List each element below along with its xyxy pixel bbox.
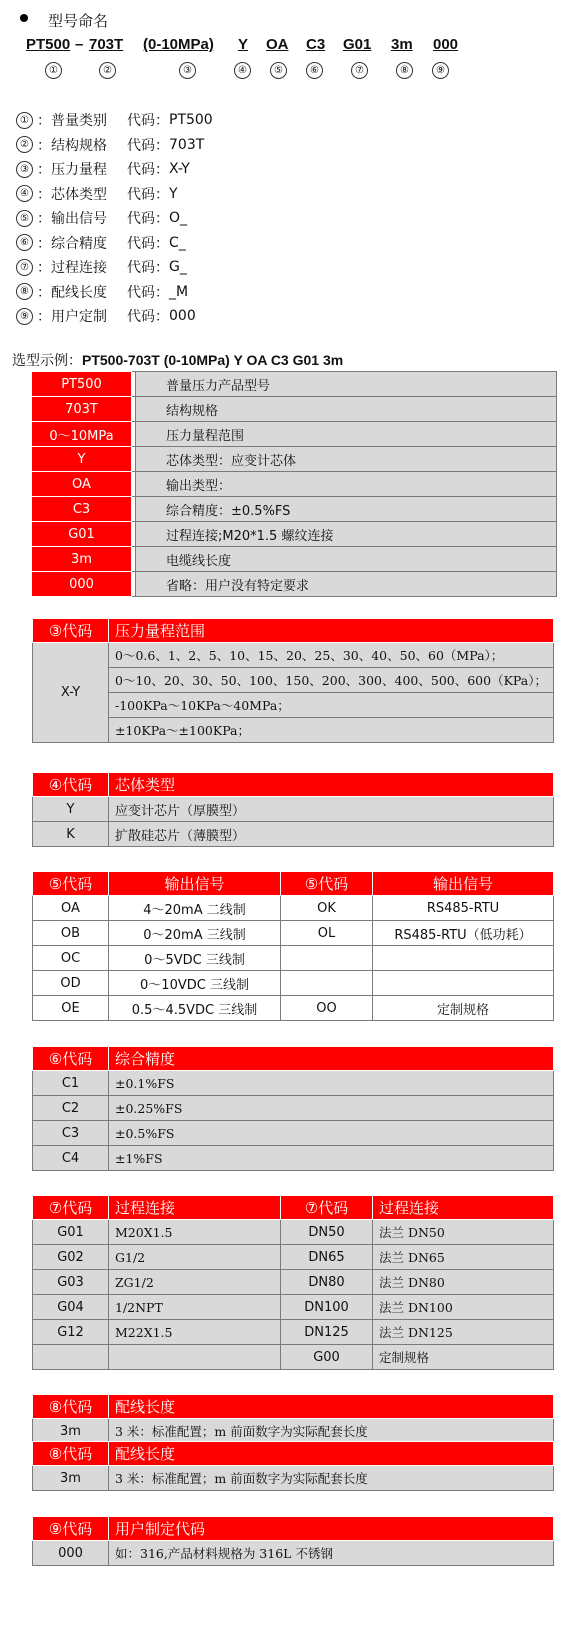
table-row: [33, 822, 554, 847]
legend-code: C_: [169, 234, 186, 251]
legend-number: ③: [16, 161, 33, 178]
legend-sep: ：: [37, 260, 51, 277]
table-header: [33, 1395, 554, 1419]
example-code: PT500: [32, 372, 132, 397]
example-desc: 压力量程范围: [136, 422, 557, 447]
legend-number: ⑨: [16, 308, 33, 325]
header-title: 芯体类型: [109, 773, 554, 797]
connection-desc: 法兰 DN100: [373, 1295, 554, 1320]
example-title: [12, 350, 343, 370]
output-desc: 定制规格: [373, 996, 554, 1021]
cable-code: 3m: [33, 1466, 109, 1491]
header-title: 配线长度: [109, 1395, 554, 1419]
table-row: [33, 693, 554, 718]
legend-row: [16, 280, 316, 305]
accuracy-desc: ±0.1%FS: [109, 1071, 554, 1096]
legend-row: [16, 206, 316, 231]
header-title: 输出信号: [109, 872, 281, 896]
output-desc: 0～5VDC 三线制: [109, 946, 281, 971]
legend-row: [16, 231, 316, 256]
output-code: OC: [33, 946, 109, 971]
bullet-icon: [20, 14, 28, 22]
number-marker: ①: [45, 62, 62, 79]
output-desc: 0～20mA 三线制: [109, 921, 281, 946]
header-title: 输出信号: [373, 872, 554, 896]
model-seg-core: Y: [238, 36, 249, 53]
number-marker: ②: [99, 62, 116, 79]
table-row: [33, 996, 554, 1021]
custom-code: 000: [33, 1541, 109, 1566]
output-code: OA: [33, 896, 109, 921]
example-code: G01: [32, 522, 132, 547]
connection-code: G00: [281, 1345, 373, 1370]
output-code: [281, 971, 373, 996]
core-code: K: [33, 822, 109, 847]
table-header: [33, 1517, 554, 1541]
example-code: 703T: [32, 397, 132, 422]
legend-code: X-Y: [169, 161, 190, 178]
accuracy-code: C4: [33, 1146, 109, 1171]
example-code: OA: [32, 472, 132, 497]
connection-table: [32, 1195, 554, 1370]
number-marker: ④: [234, 62, 251, 79]
legend-number: ⑧: [16, 283, 33, 300]
range-value: 0～10、20、30、50、100、150、200、300、400、500、600（KPa）；: [109, 668, 554, 693]
table-row: [33, 921, 554, 946]
table-header: [33, 619, 554, 643]
range-value: ±10KPa～±100KPa；: [109, 718, 554, 743]
example-desc: 电缆线长度: [136, 547, 557, 572]
legend-code: 703T: [169, 136, 205, 153]
legend-number: ②: [16, 136, 33, 153]
example-model: PT500-703T (0-10MPa) Y OA C3 G01 3m: [82, 352, 344, 368]
cable-desc: 3 米：标准配置；m 前面数字为实际配套长度: [109, 1419, 554, 1444]
header-title: 过程连接: [109, 1196, 281, 1220]
output-desc: 0～10VDC 三线制: [109, 971, 281, 996]
table-row: [33, 896, 554, 921]
example-code: Y: [32, 447, 132, 472]
connection-code: DN50: [281, 1220, 373, 1245]
output-code: OK: [281, 896, 373, 921]
output-code: OD: [33, 971, 109, 996]
legend-code: Y: [169, 185, 178, 202]
legend-name: 压力量程: [51, 162, 107, 179]
connection-code: G02: [33, 1245, 109, 1270]
connection-desc: 定制规格: [373, 1345, 554, 1370]
legend-code: G_: [169, 259, 187, 276]
accuracy-desc: ±0.5%FS: [109, 1121, 554, 1146]
table-row: [33, 1096, 554, 1121]
range-value: 0～0.6、1、2、5、10、15、20、25、30、40、50、60（MPa）；: [109, 643, 554, 668]
header-title: 过程连接: [373, 1196, 554, 1220]
table-header: [33, 773, 554, 797]
cable-code: 3m: [33, 1419, 109, 1444]
table-row: [33, 718, 554, 743]
cable-table: [32, 1441, 554, 1491]
legend-row: [16, 304, 316, 329]
legend-sep: ：: [37, 211, 51, 228]
number-marker: ⑧: [396, 62, 413, 79]
table-row: [32, 572, 557, 597]
example-code: 000: [32, 572, 132, 597]
connection-code: DN125: [281, 1320, 373, 1345]
output-desc: 0.5～4.5VDC 三线制: [109, 996, 281, 1021]
number-marker: ⑦: [351, 62, 368, 79]
example-code: 0～10MPa: [32, 422, 132, 447]
table-row: [33, 1295, 554, 1320]
example-label: 选型示例：: [12, 353, 82, 369]
legend-number: ⑦: [16, 259, 33, 276]
legend-sep: ：: [37, 235, 51, 252]
connection-desc: 法兰 DN65: [373, 1245, 554, 1270]
table-row: [32, 522, 557, 547]
table-header: [33, 1196, 554, 1220]
legend-code-label: 代码：: [127, 162, 169, 179]
table-row: [33, 1320, 554, 1345]
table-row: [33, 1220, 554, 1245]
example-desc: 省略：用户没有特定要求: [136, 572, 557, 597]
model-seg-accuracy: C3: [306, 36, 326, 53]
header-code: ③代码: [33, 619, 109, 643]
legend-row: [16, 157, 316, 182]
header-code: ⑧代码: [33, 1395, 109, 1419]
example-code: C3: [32, 497, 132, 522]
legend-code-label: 代码：: [127, 113, 169, 130]
connection-code: DN65: [281, 1245, 373, 1270]
connection-code: G12: [33, 1320, 109, 1345]
header-title: 用户制定代码: [109, 1517, 554, 1541]
accuracy-desc: ±0.25%FS: [109, 1096, 554, 1121]
legend-name: 用户定制: [51, 309, 107, 326]
legend-code-label: 代码：: [127, 186, 169, 203]
table-row: [33, 1345, 554, 1370]
number-marker: ⑤: [270, 62, 287, 79]
legend-name: 普量类别: [51, 113, 107, 130]
table-row: [33, 1245, 554, 1270]
example-desc: 普量压力产品型号: [136, 372, 557, 397]
table-row: [32, 397, 557, 422]
table-row: [32, 472, 557, 497]
connection-code: [33, 1345, 109, 1370]
connection-desc: M22X1.5: [109, 1320, 281, 1345]
header-code: ⑦代码: [281, 1196, 373, 1220]
table-row: [33, 1071, 554, 1096]
number-marker: ⑨: [432, 62, 449, 79]
output-table: [32, 871, 554, 1021]
table-row: [33, 1270, 554, 1295]
legend-number: ⑤: [16, 210, 33, 227]
header-code: ⑤代码: [281, 872, 373, 896]
model-seg-range: (0-10MPa): [143, 36, 214, 53]
header-title: 压力量程范围: [109, 619, 554, 643]
legend-row: [16, 182, 316, 207]
table-row: [33, 643, 554, 668]
header-title: 综合精度: [109, 1047, 554, 1071]
header-code: ⑧代码: [33, 1442, 109, 1466]
accuracy-code: C3: [33, 1121, 109, 1146]
legend-code: PT500: [169, 112, 213, 129]
range-table: [32, 618, 554, 743]
model-seg-custom: 000: [433, 36, 459, 53]
model-seg-cable: 3m: [391, 36, 413, 53]
model-seg-dash: –: [75, 36, 84, 53]
range-value: -100KPa～10KPa～40MPa；: [109, 693, 554, 718]
core-code: Y: [33, 797, 109, 822]
connection-code: G04: [33, 1295, 109, 1320]
legend-code-label: 代码：: [127, 260, 169, 277]
output-desc: [373, 946, 554, 971]
cable-table-clipped: [32, 1394, 554, 1444]
accuracy-table: [32, 1046, 554, 1171]
table-row: [33, 668, 554, 693]
table-row: [33, 1541, 554, 1566]
legend-number: ④: [16, 185, 33, 202]
table-header: [33, 1047, 554, 1071]
range-code: X-Y: [33, 643, 109, 743]
legend-name: 过程连接: [51, 260, 107, 277]
output-code: OB: [33, 921, 109, 946]
table-row: [32, 447, 557, 472]
legend-row: [16, 133, 316, 158]
accuracy-code: C1: [33, 1071, 109, 1096]
number-marker: ⑥: [306, 62, 323, 79]
legend-code: O_: [169, 210, 188, 227]
connection-desc: M20X1.5: [109, 1220, 281, 1245]
output-code: OL: [281, 921, 373, 946]
table-row: [32, 497, 557, 522]
example-desc: 芯体类型：应变计芯体: [136, 447, 557, 472]
table-row: [33, 1466, 554, 1491]
legend-code-label: 代码：: [127, 137, 169, 154]
legend-code-label: 代码：: [127, 309, 169, 326]
legend-name: 芯体类型: [51, 186, 107, 203]
legend-sep: ：: [37, 309, 51, 326]
connection-desc: [109, 1345, 281, 1370]
header-code: ④代码: [33, 773, 109, 797]
connection-desc: 1/2NPT: [109, 1295, 281, 1320]
connection-code: DN100: [281, 1295, 373, 1320]
connection-code: G03: [33, 1270, 109, 1295]
output-desc: [373, 971, 554, 996]
output-desc: RS485-RTU: [373, 896, 554, 921]
table-header: [33, 1442, 554, 1466]
connection-desc: G1/2: [109, 1245, 281, 1270]
table-row: [33, 971, 554, 996]
model-seg-703t: 703T: [89, 36, 124, 53]
model-seg-pt500: PT500: [26, 36, 71, 53]
legend-sep: ：: [37, 284, 51, 301]
accuracy-desc: ±1%FS: [109, 1146, 554, 1171]
legend-name: 配线长度: [51, 284, 107, 301]
core-table: [32, 772, 554, 847]
connection-desc: 法兰 DN50: [373, 1220, 554, 1245]
legend-row: [16, 255, 316, 280]
custom-desc: 如：316,产品材料规格为 316L 不锈钢: [109, 1541, 554, 1566]
legend-code-label: 代码：: [127, 284, 169, 301]
custom-table: [32, 1516, 554, 1566]
number-marker: ③: [179, 62, 196, 79]
legend-number: ①: [16, 112, 33, 129]
model-seg-output: OA: [266, 36, 289, 53]
legend-sep: ：: [37, 113, 51, 130]
connection-code: DN80: [281, 1270, 373, 1295]
code-legend: [16, 108, 316, 329]
cable-table-fragment: [32, 1394, 555, 1439]
connection-desc: 法兰 DN125: [373, 1320, 554, 1345]
model-code: [0, 36, 586, 58]
legend-code: _M: [169, 283, 189, 300]
legend-name: 输出信号: [51, 211, 107, 228]
connection-code: G01: [33, 1220, 109, 1245]
legend-number: ⑥: [16, 234, 33, 251]
table-row: [33, 1121, 554, 1146]
example-desc: 输出类型：: [136, 472, 557, 497]
core-desc: 扩散硅芯片（薄膜型）: [109, 822, 554, 847]
core-desc: 应变计芯片（厚膜型）: [109, 797, 554, 822]
table-header: [33, 872, 554, 896]
table-row: [33, 1146, 554, 1171]
table-row: [33, 1419, 554, 1444]
table-row: [32, 422, 557, 447]
connection-desc: 法兰 DN80: [373, 1270, 554, 1295]
header-code: ⑤代码: [33, 872, 109, 896]
example-desc: 过程连接;M20*1.5 螺纹连接: [136, 522, 557, 547]
table-row: [33, 946, 554, 971]
output-code: OE: [33, 996, 109, 1021]
legend-name: 综合精度: [51, 235, 107, 252]
header-code: ⑥代码: [33, 1047, 109, 1071]
table-row: [33, 797, 554, 822]
accuracy-code: C2: [33, 1096, 109, 1121]
legend-sep: ：: [37, 137, 51, 154]
output-desc: 4～20mA 二线制: [109, 896, 281, 921]
legend-code: 000: [169, 308, 196, 325]
table-row: [32, 547, 557, 572]
header-code: ⑦代码: [33, 1196, 109, 1220]
legend-name: 结构规格: [51, 137, 107, 154]
connection-desc: ZG1/2: [109, 1270, 281, 1295]
output-desc: RS485-RTU（低功耗）: [373, 921, 554, 946]
legend-row: [16, 108, 316, 133]
cable-desc: 3 米：标准配置；m 前面数字为实际配套长度: [109, 1466, 554, 1491]
example-desc: 结构规格: [136, 397, 557, 422]
example-desc: 综合精度：±0.5%FS: [136, 497, 557, 522]
output-code: OO: [281, 996, 373, 1021]
legend-code-label: 代码：: [127, 235, 169, 252]
example-code: 3m: [32, 547, 132, 572]
example-table: [31, 371, 557, 597]
legend-sep: ：: [37, 162, 51, 179]
header-title: 配线长度: [109, 1442, 554, 1466]
table-row: [32, 372, 557, 397]
model-seg-connection: G01: [343, 36, 372, 53]
legend-code-label: 代码：: [127, 211, 169, 228]
output-code: [281, 946, 373, 971]
header-code: ⑨代码: [33, 1517, 109, 1541]
section-heading: 型号命名: [48, 12, 109, 30]
legend-sep: ：: [37, 186, 51, 203]
